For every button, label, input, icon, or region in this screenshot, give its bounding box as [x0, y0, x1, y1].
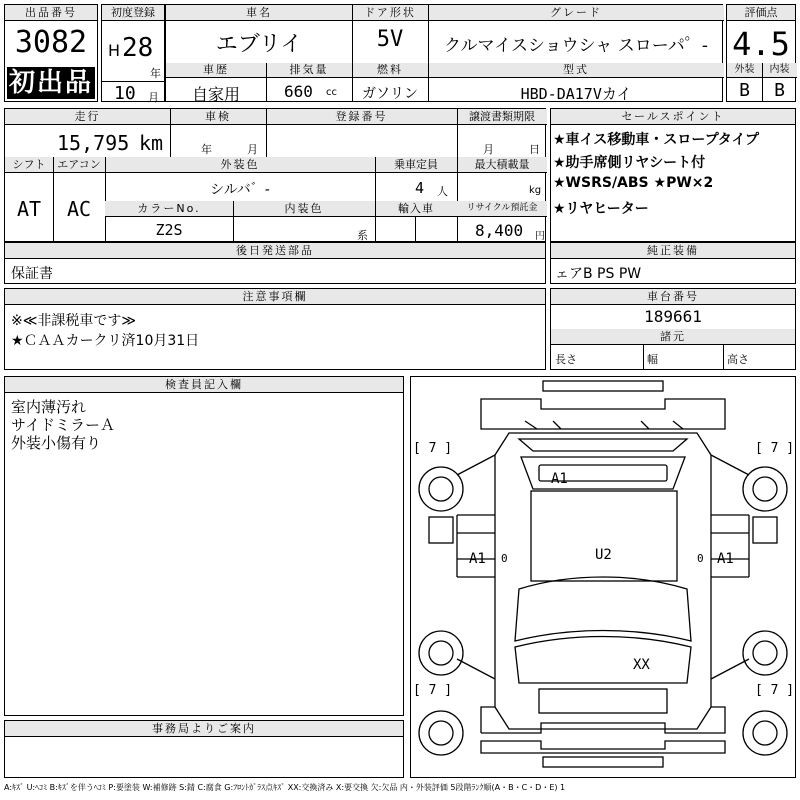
shift: AT [16, 197, 42, 221]
score-label: 評価点 [727, 5, 795, 21]
year-unit: 年 [150, 67, 161, 80]
registration-year: 28 [122, 33, 154, 63]
inspector-block [4, 376, 404, 716]
recycle-amount: 8,400 [475, 221, 524, 240]
recycle-label: リサイクル預託金 [457, 201, 547, 217]
details-block [4, 108, 546, 242]
tire-mark-front-right: [ 7 ] [755, 441, 795, 456]
note-1: ※≪非課税車です≫ [11, 313, 137, 329]
dims-height: 高さ [727, 353, 749, 366]
notes-label: 注意事項欄 [5, 289, 545, 305]
notes-block [4, 288, 546, 370]
sales-points-label: セールスポイント [551, 109, 795, 125]
int-color-unit: 系 [357, 229, 368, 242]
month-unit: 月 [148, 91, 159, 104]
interior-grade: B [774, 80, 785, 101]
fuel: ガソリン [362, 86, 418, 102]
inspection-month-unit: 月 [247, 143, 258, 156]
damage-mark-roof: A1 [551, 471, 568, 487]
displacement-unit: cc [326, 87, 337, 98]
side-zero-left: 0 [501, 552, 508, 565]
car-info-block [165, 4, 723, 102]
damage-mark-center: U2 [595, 547, 612, 563]
later-parts-label: 後日発送部品 [5, 243, 545, 259]
mileage: 15,795 [57, 131, 130, 155]
exterior-label: 外装 [727, 63, 762, 78]
lot-number: 3082 [14, 25, 88, 60]
capacity-unit: 人 [437, 185, 448, 198]
grade: クルマイスショウシャ スローパ゜- [444, 36, 708, 56]
ac-label: エアコン [53, 157, 105, 173]
score-block [726, 4, 796, 102]
color-no: Z2S [155, 221, 183, 239]
import-label: 輸入車 [375, 201, 457, 217]
sales-points-block [550, 108, 796, 242]
tire-mark-rear-right: [ 7 ] [755, 683, 795, 698]
door-type: 5V [376, 27, 404, 52]
fuel-label: 燃料 [352, 63, 428, 78]
mileage-unit: km [139, 131, 164, 155]
car-diagram [410, 376, 796, 778]
later-parts-block [4, 242, 546, 284]
exterior-grade: B [739, 80, 750, 101]
sales-point-4: ★リヤヒーター [553, 201, 649, 217]
sales-point-3: ★WSRS/ABS ★PW×2 [553, 175, 714, 191]
transfer-day-unit: 日 [529, 143, 540, 156]
first-registration-block [101, 4, 165, 102]
damage-mark-rear: XX [633, 657, 650, 673]
first-listing-badge: 初出品 [8, 68, 93, 98]
equipment-block [550, 242, 796, 284]
load-unit: kg [529, 185, 542, 196]
dims-length: 長さ [555, 353, 577, 366]
grade-label: グレード [428, 5, 724, 21]
color-label: 外装色 [105, 157, 375, 173]
inspection-label: 車検 [170, 109, 266, 125]
tire-mark-front-left: [ 7 ] [413, 441, 453, 456]
sales-point-2: ★助手席側リヤシート付 [553, 155, 706, 171]
model-label: 型式 [428, 63, 724, 78]
dims-label: 諸元 [551, 329, 795, 345]
shift-label: シフト [5, 157, 53, 173]
note-2: ★ＣＡＡカークリ済10月31日 [11, 333, 200, 349]
score: 4.5 [732, 25, 790, 63]
transfer-label: 譲渡書類期限 [457, 109, 547, 125]
model: HBD-DA17Vカイ [520, 85, 632, 103]
reg-no-label: 登録番号 [266, 109, 457, 125]
inspector-line-3: 外装小傷有り [11, 434, 102, 452]
inspector-label: 検査員記入欄 [5, 377, 403, 393]
int-color-label: 内装色 [233, 201, 375, 217]
inspection-year-unit: 年 [201, 143, 212, 156]
transfer-month-unit: 月 [483, 143, 494, 156]
chassis-block [550, 288, 796, 370]
dims-width: 幅 [647, 353, 658, 366]
displacement-label: 排気量 [266, 63, 352, 78]
damage-mark-right: A1 [717, 551, 734, 567]
equipment: ェアB PS PW [555, 266, 642, 282]
load-label: 最大積載量 [457, 157, 547, 173]
car-outline [411, 377, 795, 777]
lot-number-block [4, 4, 98, 102]
registration-month: 10 [114, 83, 136, 104]
capacity: 4 [415, 179, 425, 197]
car-name: エブリイ [215, 32, 303, 57]
chassis-number: 189661 [644, 307, 702, 326]
recycle-unit: 円 [535, 231, 545, 242]
history-label: 車歴 [166, 63, 266, 78]
displacement: 660 [284, 82, 313, 101]
office-label: 事務局よりご案内 [5, 721, 403, 737]
capacity-label: 乗車定員 [375, 157, 457, 173]
ac: AC [66, 197, 92, 221]
office-block [4, 720, 404, 778]
side-zero-right: 0 [697, 552, 704, 565]
color: シルバ゛- [210, 182, 270, 198]
legend: A:ｷｽﾞ U:ﾍｺﾐ B:ｷｽﾞを伴うﾍｺﾐ P:要塗装 W:補修跡 S:錆 C:腐食 G:ﾌﾛﾝﾄｶﾞﾗｽ点ｷｽﾞ XX:交換済み X:要交換 欠:欠品 内・外装評価 5段階ﾗﾝｸ順(A・B・C・D・E) 1 [4, 783, 566, 792]
damage-mark-left: A1 [469, 551, 486, 567]
tire-mark-rear-left: [ 7 ] [413, 683, 453, 698]
equipment-label: 純正装備 [551, 243, 795, 259]
color-no-label: カラーNo. [105, 201, 233, 217]
mileage-label: 走行 [5, 109, 170, 125]
later-parts: 保証書 [11, 266, 53, 282]
inspector-line-2: サイドミラーＡ [11, 416, 115, 434]
history: 自家用 [191, 85, 240, 104]
inspector-line-1: 室内薄汚れ [11, 398, 87, 416]
sales-point-1: ★車イス移動車・スロープタイプ [553, 132, 760, 148]
door-label: ドア形状 [352, 5, 428, 21]
first-registration-label: 初度登録 [102, 5, 164, 21]
car-name-label: 車名 [166, 5, 352, 21]
era: H [108, 41, 121, 60]
chassis-label: 車台番号 [551, 289, 795, 305]
lot-number-label: 出品番号 [5, 5, 97, 21]
interior-label: 内装 [762, 63, 797, 78]
